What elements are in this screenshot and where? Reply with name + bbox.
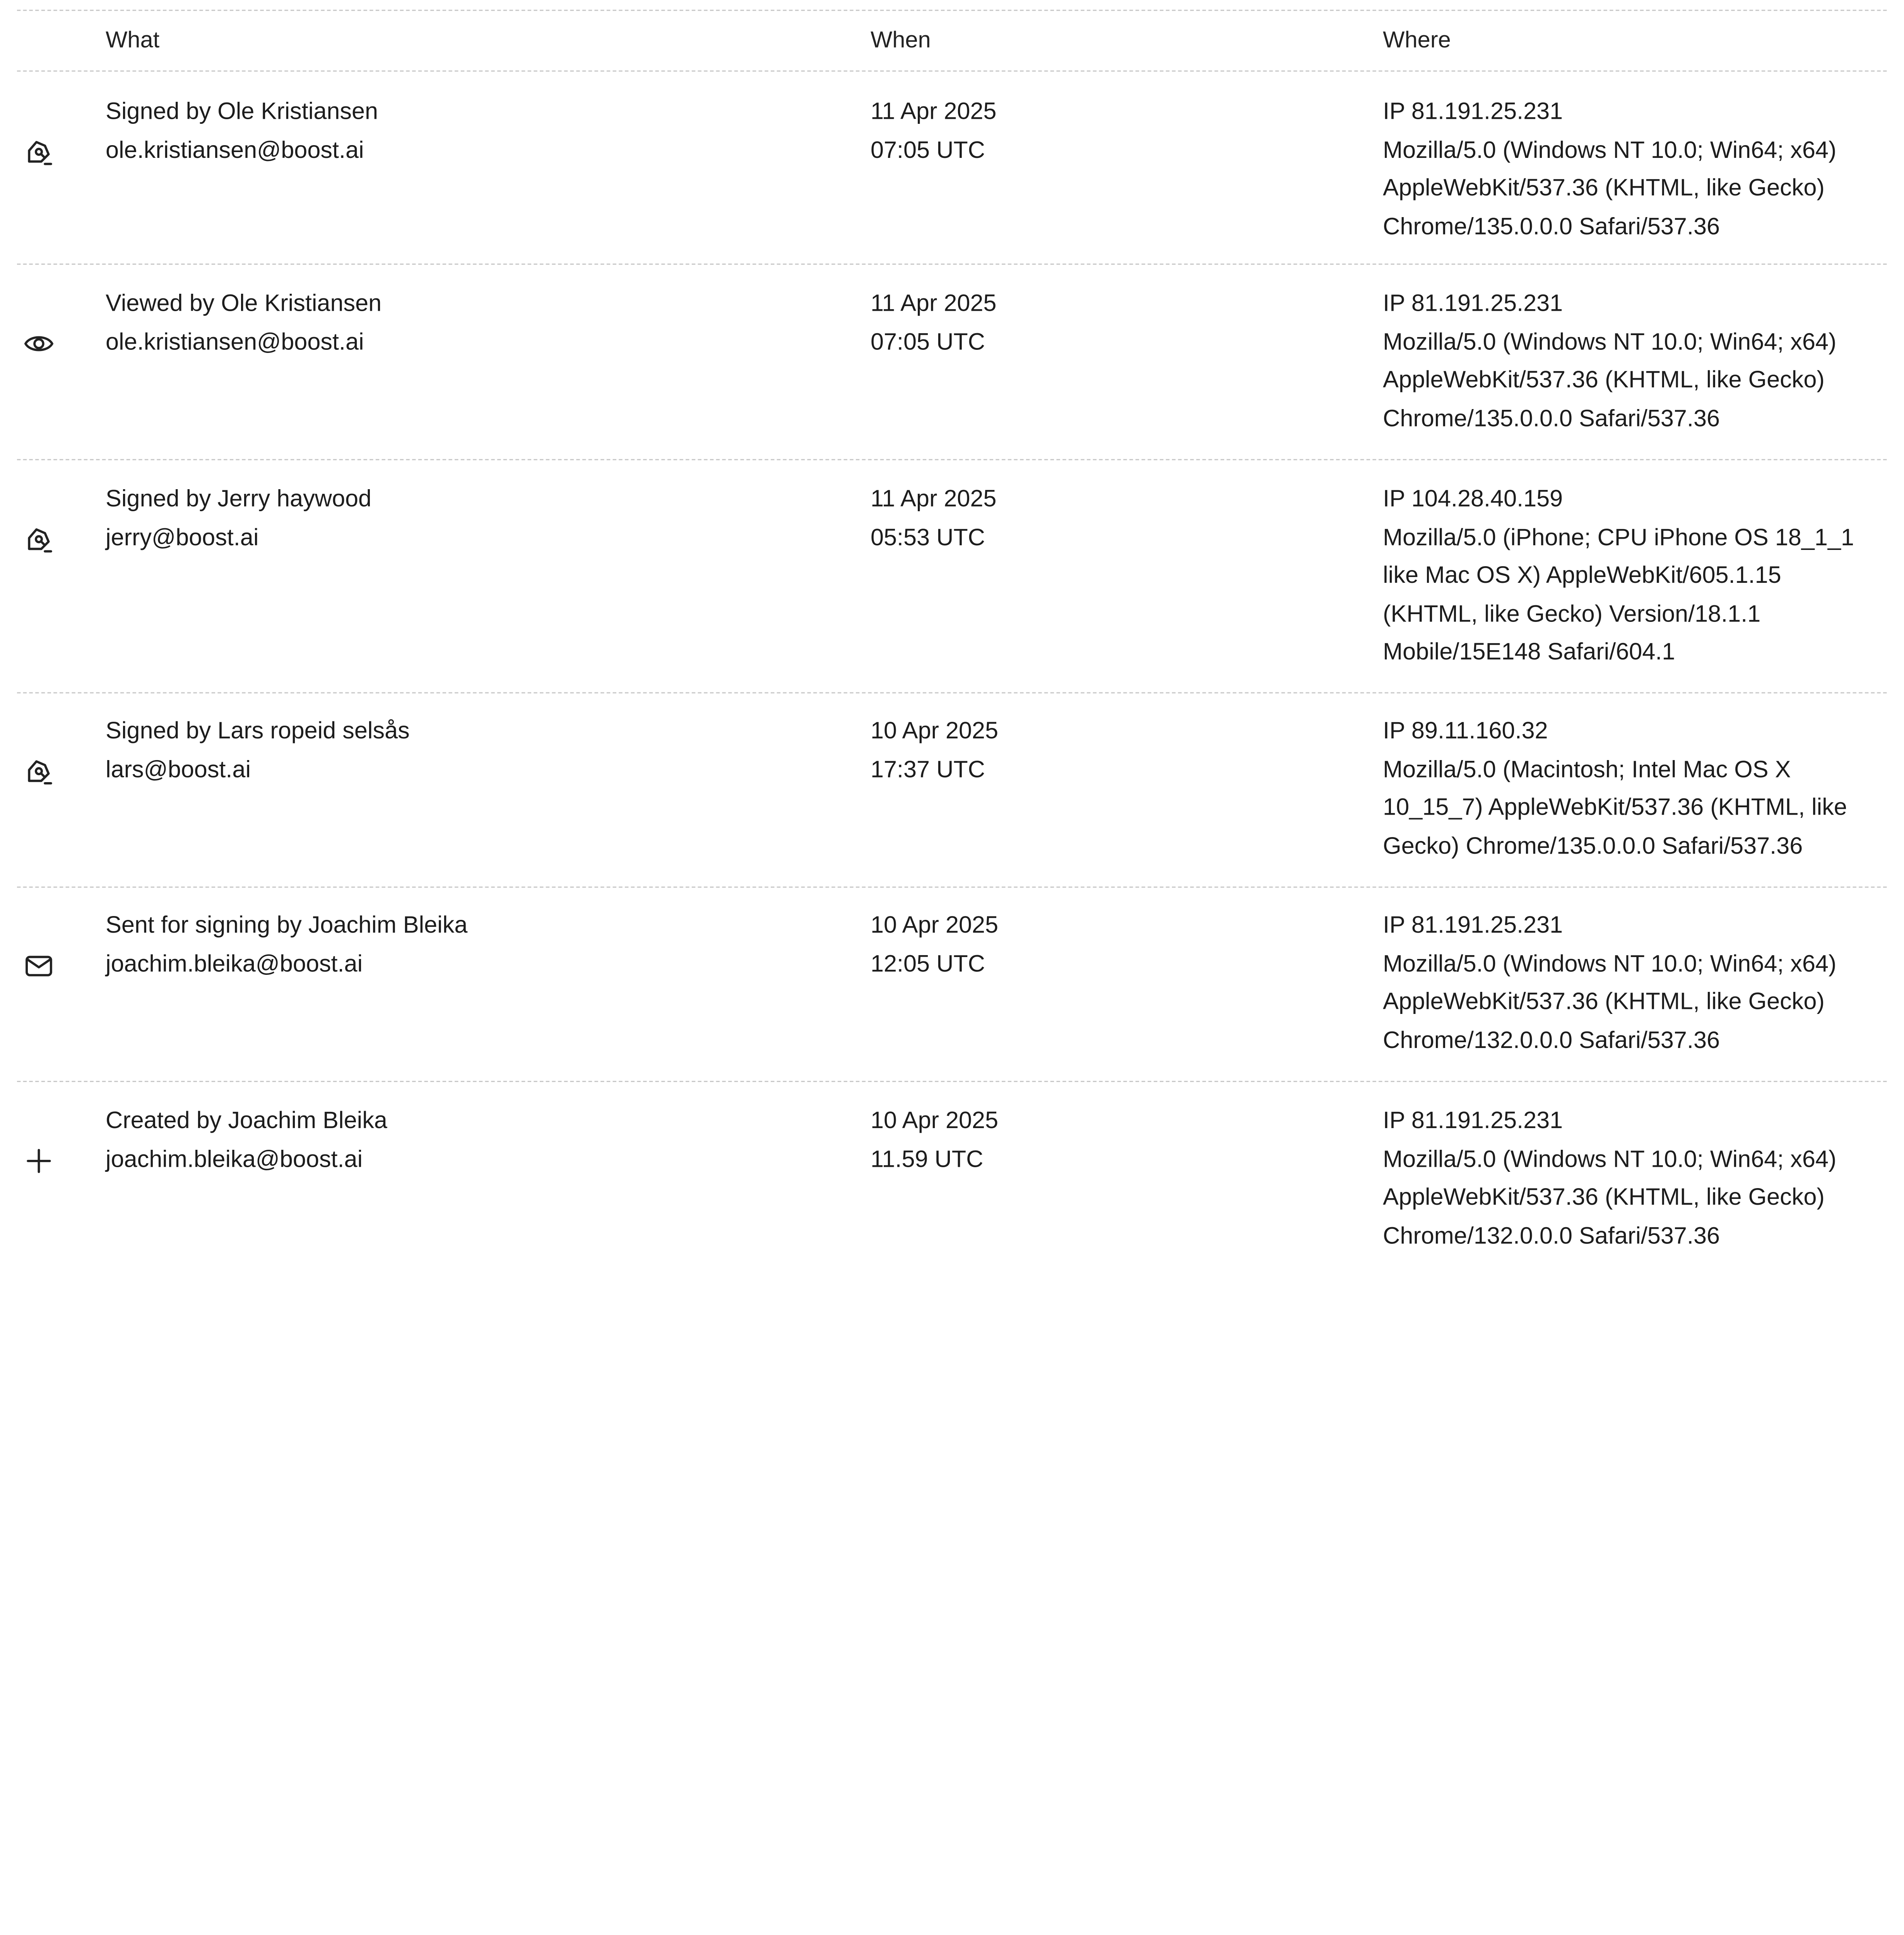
event-date: 11 Apr 2025 bbox=[870, 98, 997, 125]
user-agent-line: AppleWebKit/537.36 (KHTML, like Gecko) bbox=[1383, 988, 1825, 1015]
event-date: 10 Apr 2025 bbox=[870, 717, 999, 745]
divider bbox=[17, 459, 1887, 460]
divider bbox=[17, 1081, 1887, 1082]
divider bbox=[17, 70, 1887, 72]
user-agent-line: Mozilla/5.0 (iPhone; CPU iPhone OS 18_1_1 bbox=[1383, 524, 1854, 551]
user-agent-line: like Mac OS X) AppleWebKit/605.1.15 bbox=[1383, 562, 1781, 589]
envelope-icon bbox=[22, 949, 56, 983]
user-agent-line: Chrome/135.0.0.0 Safari/537.36 bbox=[1383, 405, 1720, 432]
ip-address: IP 89.11.160.32 bbox=[1383, 717, 1548, 745]
user-agent-line: Mozilla/5.0 (Windows NT 10.0; Win64; x64) bbox=[1383, 950, 1837, 977]
user-agent-line: 10_15_7) AppleWebKit/537.36 (KHTML, like bbox=[1383, 794, 1847, 821]
action-text: Signed by Lars ropeid selsås bbox=[106, 717, 410, 745]
user-agent-line: Mozilla/5.0 (Macintosh; Intel Mac OS X bbox=[1383, 756, 1791, 783]
event-time: 05:53 UTC bbox=[870, 524, 985, 551]
event-time: 07:05 UTC bbox=[870, 137, 985, 164]
user-agent-line: Chrome/135.0.0.0 Safari/537.36 bbox=[1383, 213, 1720, 240]
ip-address: IP 81.191.25.231 bbox=[1383, 912, 1563, 939]
divider bbox=[17, 887, 1887, 888]
event-time: 12:05 UTC bbox=[870, 950, 985, 977]
ip-address: IP 81.191.25.231 bbox=[1383, 1107, 1563, 1134]
actor-email: ole.kristiansen@boost.ai bbox=[106, 137, 364, 164]
actor-email: jerry@boost.ai bbox=[106, 524, 259, 551]
actor-email: lars@boost.ai bbox=[106, 756, 251, 783]
user-agent-line: AppleWebKit/537.36 (KHTML, like Gecko) bbox=[1383, 1184, 1825, 1211]
user-agent-line: Mozilla/5.0 (Windows NT 10.0; Win64; x64) bbox=[1383, 137, 1837, 164]
ip-address: IP 104.28.40.159 bbox=[1383, 486, 1563, 513]
column-header-what: What bbox=[106, 28, 160, 54]
user-agent-line: Mozilla/5.0 (Windows NT 10.0; Win64; x64) bbox=[1383, 328, 1837, 355]
action-text: Sent for signing by Joachim Bleika bbox=[106, 912, 468, 939]
divider bbox=[17, 264, 1887, 265]
user-agent-line: Chrome/132.0.0.0 Safari/537.36 bbox=[1383, 1222, 1720, 1249]
event-date: 10 Apr 2025 bbox=[870, 1107, 999, 1134]
user-agent-line: (KHTML, like Gecko) Version/18.1.1 bbox=[1383, 600, 1761, 627]
event-date: 10 Apr 2025 bbox=[870, 912, 999, 939]
event-date: 11 Apr 2025 bbox=[870, 290, 997, 317]
ip-address: IP 81.191.25.231 bbox=[1383, 98, 1563, 125]
ip-address: IP 81.191.25.231 bbox=[1383, 290, 1563, 317]
event-date: 11 Apr 2025 bbox=[870, 486, 997, 513]
plus-icon bbox=[22, 1144, 56, 1178]
signature-pen-icon bbox=[22, 135, 56, 169]
divider bbox=[17, 692, 1887, 694]
table-header bbox=[0, 0, 1904, 73]
event-time: 17:37 UTC bbox=[870, 756, 985, 783]
event-time: 11.59 UTC bbox=[870, 1146, 984, 1173]
user-agent-line: Gecko) Chrome/135.0.0.0 Safari/537.36 bbox=[1383, 832, 1803, 860]
action-text: Created by Joachim Bleika bbox=[106, 1107, 387, 1134]
action-text: Signed by Ole Kristiansen bbox=[106, 98, 378, 125]
user-agent-line: Mozilla/5.0 (Windows NT 10.0; Win64; x64) bbox=[1383, 1146, 1837, 1173]
user-agent-line: AppleWebKit/537.36 (KHTML, like Gecko) bbox=[1383, 175, 1825, 202]
user-agent-line: AppleWebKit/537.36 (KHTML, like Gecko) bbox=[1383, 366, 1825, 394]
column-header-when: When bbox=[870, 28, 931, 54]
eye-icon bbox=[22, 327, 56, 361]
action-text: Viewed by Ole Kristiansen bbox=[106, 290, 382, 317]
column-header-where: Where bbox=[1383, 28, 1451, 54]
event-time: 07:05 UTC bbox=[870, 328, 985, 355]
user-agent-line: Mobile/15E148 Safari/604.1 bbox=[1383, 639, 1675, 666]
action-text: Signed by Jerry haywood bbox=[106, 486, 372, 513]
signature-pen-icon bbox=[22, 522, 56, 556]
actor-email: joachim.bleika@boost.ai bbox=[106, 950, 363, 977]
signature-pen-icon bbox=[22, 754, 56, 788]
actor-email: ole.kristiansen@boost.ai bbox=[106, 328, 364, 355]
actor-email: joachim.bleika@boost.ai bbox=[106, 1146, 363, 1173]
user-agent-line: Chrome/132.0.0.0 Safari/537.36 bbox=[1383, 1027, 1720, 1054]
